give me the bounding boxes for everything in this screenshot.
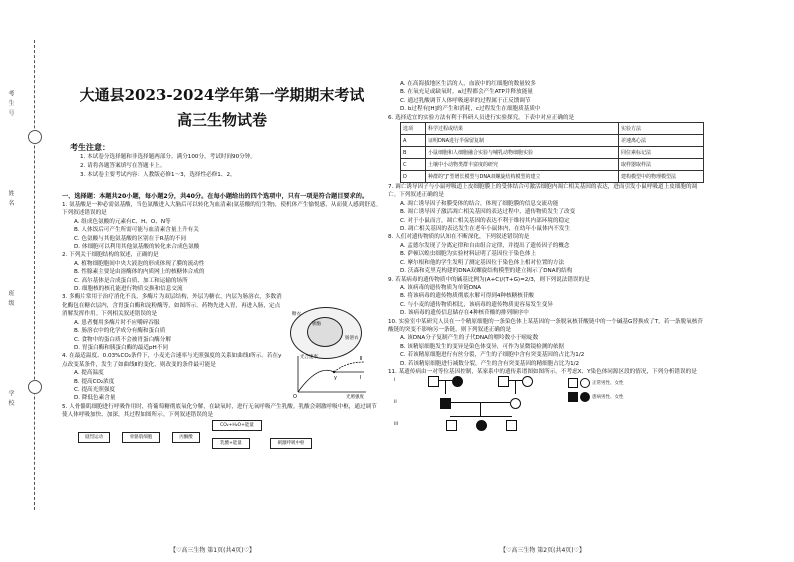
generation-label: I	[394, 378, 396, 384]
table-row	[401, 159, 704, 171]
descent-line	[445, 380, 446, 394]
descent-line	[480, 402, 481, 416]
point-label: y	[334, 375, 337, 382]
curve-label: Ⅰ	[360, 375, 362, 382]
page-footer: 【♡高三生物 第2页(共4页)♡】	[500, 547, 585, 554]
option: C. 提高光照强度	[74, 386, 116, 393]
curve-label: Ⅱ	[360, 356, 363, 363]
option: D. 该病毒的遗传信息储存在4种核苷酸的排列顺序中	[400, 310, 529, 317]
table-cell: 土壤中小动物类群丰富度的研究	[426, 159, 619, 171]
option: A. 在高海拔地区生活的人，血液中的红细胞的数量较多	[400, 81, 536, 87]
option: C. 对于小鼠而言，凋亡相关基因的表达不利于维持其内部环境的稳定	[400, 217, 570, 224]
question-stem: 7. 调亡诱导因子与小鼠呼吸道上皮细胞膜上的受体结合可激活细胞内凋亡相关基因的表达，进而引发小鼠呼吸道上皮细胞的凋亡。下列叙述正确的是	[388, 184, 698, 199]
option: D. 降低色素含量	[74, 395, 116, 402]
table-header: 实验方法	[619, 123, 704, 135]
option: A. 凋亡诱导因子和膜受体的结合，体现了细胞膜的信息交流功能	[400, 200, 559, 207]
option: B. 性腺素主要是由溶酶体的内质网上的核糖体合成的	[74, 269, 205, 276]
origin-label: O	[293, 394, 297, 401]
flow-box: 丙酮酸	[172, 432, 200, 443]
flow-box: CO₂+H₂O+能量	[212, 420, 262, 431]
exam-page-2	[388, 80, 708, 540]
binding-hole	[28, 130, 42, 144]
note-item: 3. 本试卷主要考试内容：人教版必修1～3，选择性必修1、2。	[80, 172, 236, 178]
option: C. 色氨酸与其他氨基酸的区别在于R基的不同	[74, 235, 187, 242]
page-footer: 【♡高三生物 第1页(共4页)♡】	[170, 547, 255, 554]
table-header: 科学过程或结果	[426, 123, 619, 135]
legend-normal-male	[568, 378, 578, 388]
respiration-flow-figure	[78, 420, 382, 450]
pedigree-female	[510, 398, 521, 409]
option: B. 在氧充足或缺氧时，a过程都会产生ATP并释放能量	[400, 89, 533, 96]
axis-label: 光照强度	[346, 395, 364, 401]
flow-box: 刺激呼吸中枢	[270, 438, 312, 449]
pedigree-male-affected	[440, 398, 451, 409]
exam-title: 大通县2023-2024学年第一学期期末考试	[79, 86, 365, 104]
table-cell: 建构模型中的物理模型法	[619, 171, 704, 183]
note-item: 1. 本试卷分选择题和非选择题两部分。满分100分，考试时间90分钟。	[80, 154, 256, 160]
question-stem: 6. 选择适宜的实验方法有利于科研人员进行实验探究。下表中对应正确的是	[388, 114, 575, 121]
binding-label: 学 校	[7, 390, 14, 407]
table-row	[401, 135, 704, 147]
label-inner: 糖衣	[292, 312, 301, 318]
option: A. 该DNA分子复制产生的子代DNA的嘌呤数小于嘧啶数	[400, 335, 539, 342]
flow-box: 骨骼肌细胞	[122, 432, 160, 443]
option: B. 肠溶衣中的化学成分有酶和蛋白质	[74, 328, 166, 335]
pedigree-female	[522, 376, 533, 387]
option: B. 将该病毒的遗传物质彻底水解可得到4种核糖核苷酸	[400, 293, 535, 300]
descent-line	[515, 380, 516, 394]
table-row	[401, 171, 704, 183]
question-stem: 9. 若某病毒的遗传物质中的碱基比例为(A+C)/(T+G)=2/3，则下列说法错误的是	[388, 276, 590, 283]
exam-subtitle: 高三生物试卷	[176, 111, 267, 129]
table-cell: C	[401, 159, 426, 171]
option: D. b过程有[H]的产生和消耗，c过程发生在细胞质基质中	[400, 106, 541, 113]
flow-box: 乳酸+能量	[212, 438, 250, 449]
option: A. 组成色氨酸的元素有C、H、O、N等	[74, 218, 171, 225]
question-stem: 4. 在最适温度、0.03%CO₂条件下，小麦光合速率与光照强度的关系如曲线Ⅰ所示。若在y点改变某条件，发生了如曲线Ⅱ的变化，则改变的条件最可能是	[62, 353, 282, 368]
binding-margin	[0, 0, 58, 562]
photosynthesis-graph	[290, 352, 370, 400]
pedigree-figure	[388, 376, 708, 436]
notes-heading: 考生注意：	[70, 143, 110, 152]
flow-box: 剧烈运动	[78, 432, 110, 443]
binding-label: 姓 名	[7, 190, 14, 207]
binding-label: 考 生 号	[7, 90, 14, 117]
question-stem: 2. 下列关于细胞结构的叙述，正确的是	[62, 252, 159, 259]
option: C. 通过乳酸调节人体呼吸速率的过程属于正反馈调节	[400, 97, 531, 104]
option: C. 与小麦的遗传物质相比，该病毒的遗传物质更容易发生变异	[400, 301, 553, 308]
table-cell: 取样器取样法	[619, 159, 704, 171]
pedigree-female-affected	[452, 376, 463, 387]
option: D. 胃蛋白酶和胰蛋白酶的最适pH不同	[74, 344, 168, 351]
pedigree-male	[498, 376, 509, 387]
option: B. 提高CO₂浓度	[74, 378, 115, 385]
pedigree-male	[506, 420, 517, 431]
table-header: 选项	[401, 123, 426, 135]
binding-hole	[28, 380, 42, 394]
experiment-table	[400, 122, 704, 183]
option: A. 孟德尔发现了分离定律和自由组合定律，并提出了遗传因子的概念	[400, 242, 570, 249]
option: A. 该病毒的遗传物质为单链DNA	[400, 284, 482, 291]
option: A. 植物细胞胞间中央大液泡的形成体现了膜的流动性	[74, 260, 205, 267]
option: C. 食物中的蛋白质不会被胃蛋白酶分解	[74, 336, 171, 343]
table-cell: 证明DNA进行半保留复制	[426, 135, 619, 147]
option: D. 凋亡相关基因的表达发生在老年小鼠体内，在幼年小鼠体内不发生	[400, 226, 571, 233]
question-stem: 8. 人们对遗传物质的认知在不断深化，下列叙述错误的是	[388, 234, 530, 241]
option: B. 该精原细胞发生的变异是染色体变异，可作为显微镜检测的依据	[400, 343, 565, 350]
question-stem: 3. 多酶片常用于治疗消化不良，多酶片为双层结构，外层为糖衣，内层为肠溶衣，多数消化酶包在糖衣层内，含胃蛋白酶和淀粉酶等，如图所示。药物先进入胃，再进入肠，定点消解发挥作用。下列相关叙述错误的是	[62, 294, 282, 318]
legend-affected-male	[568, 392, 578, 402]
pedigree-male	[446, 420, 457, 431]
label-outer: 肠溶衣	[345, 336, 359, 342]
generation-label: II	[394, 400, 397, 406]
question-stem: 11. 某遗传病由一对等位基因控制，某家系中的遗传系谱图如图所示。不考虑X、Y染色体同源区段的情况，下列分析错误的是	[388, 368, 697, 375]
binding-label: 班 级	[7, 290, 14, 307]
option: B. 凋亡诱导因子激活凋亡相关基因的表达过程中，遗传物质发生了改变	[400, 209, 576, 216]
label-core: 胰酶	[312, 322, 321, 328]
question-stem: 1. 氨基酸是一种必需氨基酸，当色氨酸进入大脑后可以转化为血清素(氨基酸的衍生物)，使机体产生愉悦感，从而使人感到舒适。下列叙述错误的是	[62, 202, 382, 217]
table-cell: A	[401, 135, 426, 147]
sibship-line	[450, 416, 512, 417]
option: A. 提高温度	[74, 370, 104, 377]
option: C. 摩尔根和他的学生发明了测定基因位于染色体上相对位置的方法	[400, 259, 565, 266]
option: D. 细胞核的核孔能进行物质交换和信息交流	[74, 286, 183, 293]
table-cell: B	[401, 147, 426, 159]
option: D. 若该精原细胞进行减数分裂，产生的含有突变基因的精细胞占比为1/2	[400, 360, 580, 367]
option: B. 人体饭后可产生所需可能与血清素含量上升有关	[74, 227, 199, 234]
option: B. 萨顿以蝗虫细胞为实验材料证明了基因位于染色体上	[400, 251, 537, 258]
exam-page-1	[62, 70, 382, 530]
table-cell: 差速离心法	[619, 135, 704, 147]
question-stem: 10. 实验室中某研究人员在一个精原细胞的一条染色体上某基因的一条脱氧核苷酸链中的一个碱基G替换成了T，若一条脱氧核苷酸链的突变不影响另一条链，则下列叙述正确的是	[388, 318, 703, 333]
table-cell: D	[401, 171, 426, 183]
option: C. 高尔基体是合成蛋白质、加工和运输的场所	[74, 277, 188, 284]
legend-label: 患病男性、女性	[592, 395, 624, 401]
pedigree-male	[428, 376, 439, 387]
legend-label: 正常男性、女性	[592, 381, 624, 387]
question-stem: 5. 人骨骼肌细胞进行呼吸作用时，将葡萄糖彻底氧化分解，在缺氧时，进行无氧呼吸产生乳酸。乳酸会刺激呼吸中枢，通过调节使人体呼吸加快、加深，其过程如图所示。下列叙述错误的是	[62, 403, 377, 419]
legend-normal-female	[580, 378, 590, 388]
table-cell: 小鼠细胞和人细胞融合实验与哺乳动物细胞实验	[426, 147, 619, 159]
axis-label: 光合速率	[300, 355, 318, 361]
option: A. 患者餐用多酶片时不应嚼碎吞服	[74, 319, 160, 326]
table-cell: 种群的“J”型增长模型与DNA双螺旋结构模型的建立	[426, 171, 619, 183]
note-item: 2. 请将各题答案填写在答题卡上。	[80, 163, 166, 169]
option: D. 体细胞可以利用其他氨基酸的转化来合成色氨酸	[74, 244, 200, 251]
table-cell: 同位素标记法	[619, 147, 704, 159]
table-row	[401, 147, 704, 159]
generation-label: III	[394, 422, 398, 428]
option: D. 沃森和克里克构建的DNA双螺旋结构模型的建立揭示了DNA的结构	[400, 268, 573, 275]
option: C. 若该精原细胞进行有丝分裂，产生的子细胞中含有突变基因的占比为1/2	[400, 352, 585, 359]
cut-line	[34, 40, 35, 510]
section-heading: 一、选择题：本题共20小题，每小题2分，共40分。在每小题给出的四个选项中，只有一项是符合题目要求的。	[62, 193, 369, 200]
pedigree-female-affected	[476, 420, 487, 431]
legend-affected-female	[580, 392, 590, 402]
